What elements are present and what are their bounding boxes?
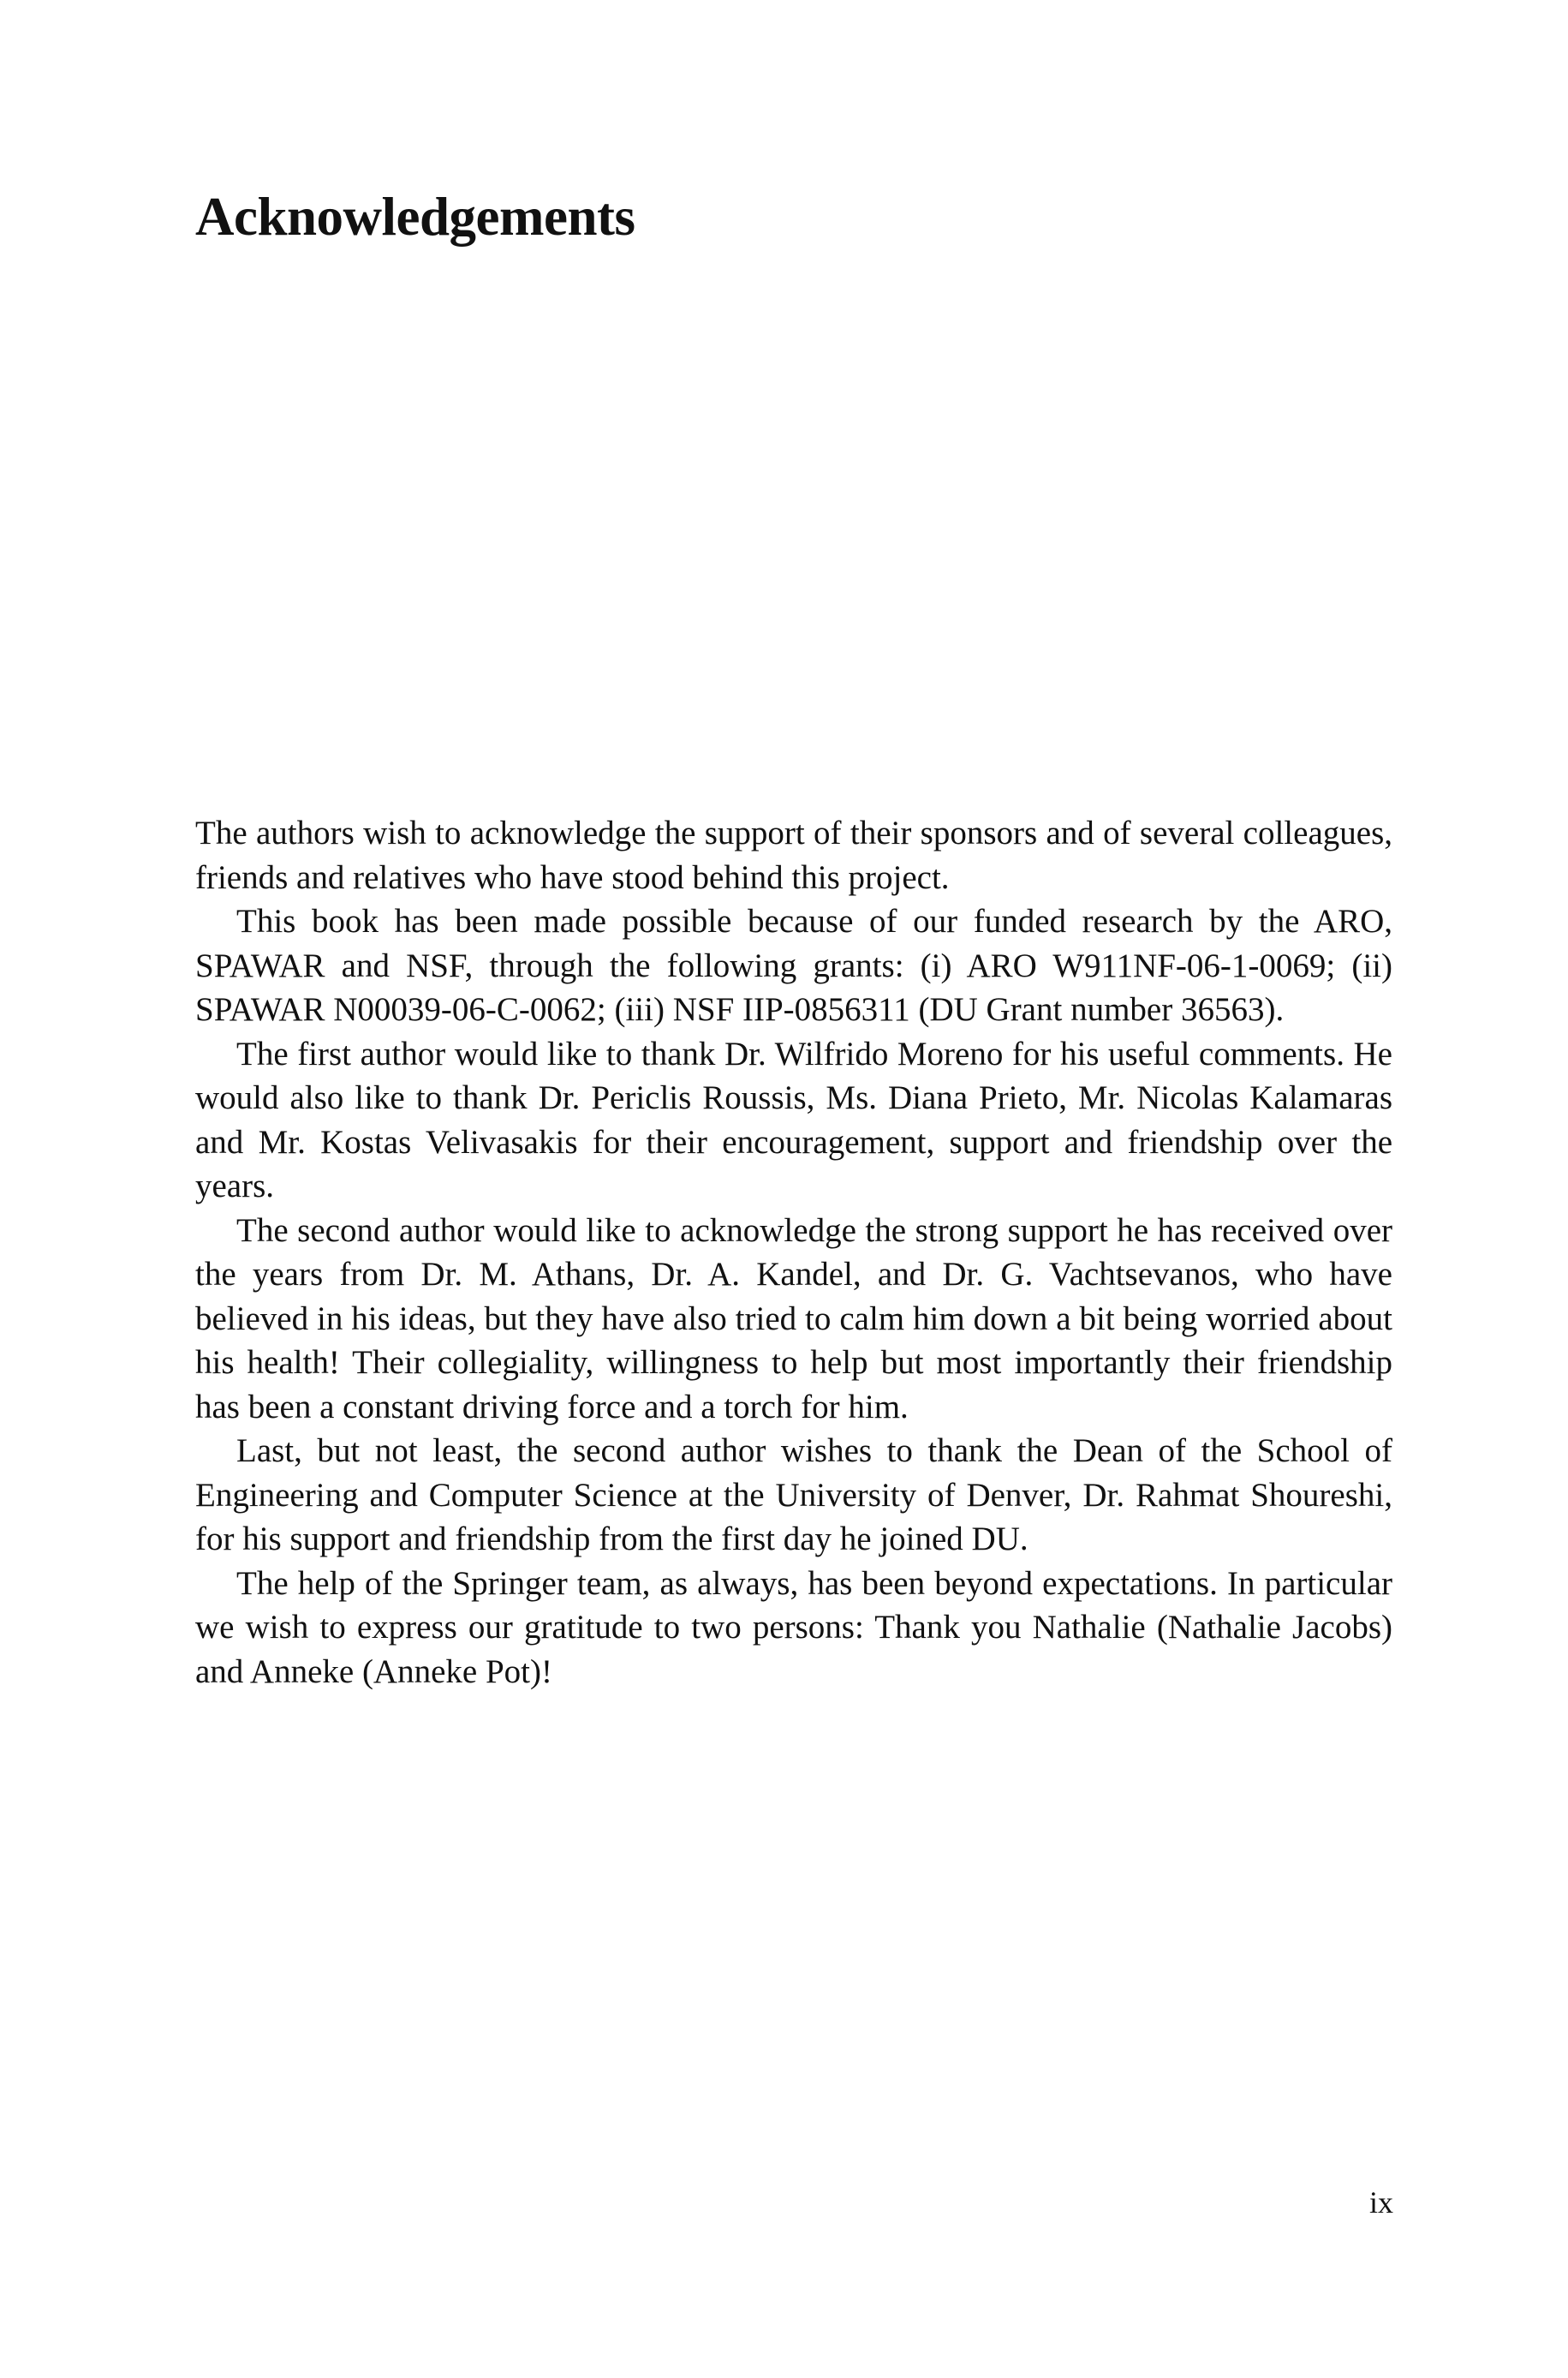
paragraph-sponsors: The authors wish to acknowledge the support of their sponsors and of several colleagues, friends and relatives who have stood behind this project. xyxy=(195,815,1392,896)
paragraph-dean: Last, but not least, the second author wishes to thank the Dean of the School of Engineering and Computer Science at the University of Denver, Dr. Rahmat Shoureshi, for his support and friendship from the first day he joined DU. xyxy=(195,1432,1392,1557)
paragraph-first-author: The first author would like to thank Dr. Wilfrido Moreno for his useful comments. He would also like to thank Dr. Periclis Roussis, Ms. Diana Prieto, Mr. Nicolas Kalamaras and Mr. Kostas Velivasakis for their encouragement, support and friendship over the years. xyxy=(195,1035,1392,1204)
paragraph-grants: This book has been made possible because of our funded research by the ARO, SPAWAR and NSF, through the following grants: (i) ARO W911NF-06-1-0069; (ii) SPAWAR N00039-06-C-0062; (iii) NSF IIP-0856311 (DU Grant number 36563). xyxy=(195,903,1392,1028)
page-number: ix xyxy=(1368,2185,1393,2220)
page-title: Acknowledgements xyxy=(195,187,635,247)
paragraph-second-author: The second author would like to acknowledge the strong support he has received over the years from Dr. M. Athans, Dr. A. Kandel, and Dr. G. Vachtsevanos, who have believed in his ideas, but they have also tried to calm him down a bit being worried about his health! Their collegiality, willingness to help but most importantly their friendship has been a constant driving force and a torch for him. xyxy=(195,1211,1392,1425)
paragraph-springer: The help of the Springer team, as always, has been beyond expectations. In particular we wish to express our gratitude to two persons: Thank you Nathalie (Nathalie Jacobs) and Anneke (Anneke Pot)! xyxy=(195,1564,1392,1690)
acknowledgements-body xyxy=(195,811,1392,1694)
